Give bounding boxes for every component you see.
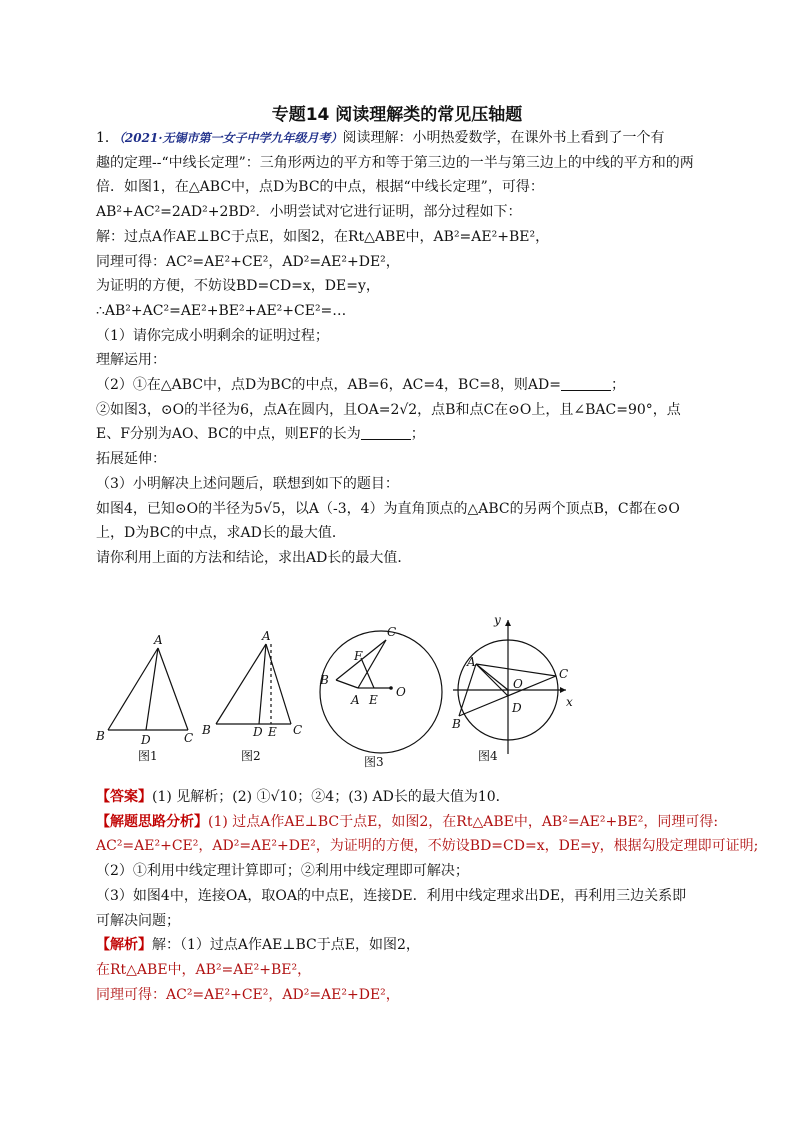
problem-line: ②如图3，⊙O的半径为6，点A在圆内，且OA=2√2，点B和点C在⊙O上，且∠BAC=90°，点	[96, 401, 681, 418]
fig2-caption: 图2	[241, 749, 261, 763]
fig1-label: A	[154, 633, 163, 647]
figure-4	[453, 620, 569, 754]
fig1-label: C	[184, 731, 194, 745]
problem-line: （1）请你完成小明剩余的证明过程；	[96, 327, 329, 344]
problem-line-blank-2	[96, 422, 706, 447]
answer-blank[interactable]	[561, 376, 611, 391]
fig4-label: y	[494, 613, 501, 627]
solution-line: 在Rt△ABE中，AB²=AE²+BE²，	[96, 961, 312, 978]
problem-text: （2）①在△ABC中，点D为BC的中点，AB=6，AC=4，BC=8，则AD=	[96, 377, 561, 394]
problem-line: 请你利用上面的方法和结论，求出AD长的最大值．	[96, 549, 412, 566]
analysis-line: （3）如图4中，连接OA，取OA的中点E，连接DE．利用中线定理求出DE，再利用三边关系即	[96, 887, 687, 904]
analysis-text: (1) 过点A作AE⊥BC于点E，如图2，在Rt△ABE中，AB²=AE²+BE²，同理可得:	[208, 813, 719, 830]
x-axis-arrow	[560, 687, 566, 693]
answer-section	[96, 785, 759, 1007]
problem-line: 倍．如图1，在△ABC中，点D为BC的中点，根据“中线长定理”，可得：	[96, 179, 544, 196]
y-axis-arrow	[505, 620, 511, 626]
problem-line: AB²+AC²=2AD²+2BD²．小明尝试对它进行证明，部分过程如下：	[96, 204, 522, 221]
analysis-line: （2）①利用中线定理计算即可；②利用中线定理即可解决；	[96, 863, 469, 880]
problem-text: E、F分别为AO、BC的中点，则EF的长为	[96, 426, 361, 443]
fig3-label: E	[369, 693, 378, 707]
fig3-label: O	[396, 685, 406, 699]
fig3-label: F	[354, 649, 363, 663]
analysis-tag: 【解题思路分析】	[96, 813, 208, 830]
analysis-line: AC²=AE²+CE²，AD²=AE²+DE²，为证明的方便，不妨设BD=CD=x，DE=y，根据勾股定理即可证明;	[96, 838, 759, 855]
problem-line-blank-1	[96, 373, 706, 398]
fig1-label: D	[141, 733, 151, 747]
fig2-label: A	[262, 629, 271, 643]
solution-tag: 【解析】	[96, 937, 152, 954]
problem-line: 为证明的方便，不妨设BD=CD=x，DE=y，	[96, 278, 380, 295]
fig3-label: A	[351, 693, 360, 707]
fig3-label: C	[387, 625, 397, 639]
fig3-caption: 图3	[364, 755, 384, 769]
problem-line: 同理可得：AC²=AE²+CE²，AD²=AE²+DE²，	[96, 253, 400, 270]
fig4-label: x	[566, 695, 573, 709]
answer-text: (1) 见解析；(2) ①√10；②4；(3) AD长的最大值为10．	[152, 789, 510, 805]
fig2-label: E	[268, 725, 277, 739]
blank-suffix: ；	[611, 377, 625, 394]
figure-1	[108, 648, 188, 730]
answer-blank[interactable]	[361, 425, 411, 440]
blank-suffix: ；	[410, 426, 425, 443]
solution-line-1	[96, 933, 706, 958]
fig4-label: A	[467, 655, 476, 669]
figure-2	[216, 644, 291, 724]
problem-line: （3）小明解决上述问题后，联想到如下的题目：	[96, 475, 399, 492]
solution-line: 同理可得：AC²=AE²+CE²，AD²=AE²+DE²，	[96, 986, 400, 1003]
problem-text: 阅读理解：小明热爱数学，在课外书上看到了一个有	[342, 130, 665, 146]
fig2-label: C	[293, 723, 303, 737]
page-title: 专题14 阅读理解类的常见压轴题	[271, 105, 523, 125]
fig4-label: O	[513, 677, 523, 691]
problem-body	[96, 126, 706, 571]
figures-row	[96, 608, 706, 778]
problem-line-1	[96, 126, 706, 151]
analysis-line: 可解决问题；	[96, 912, 180, 929]
figure-3	[320, 631, 442, 753]
solution-text: 解：（1）过点A作AE⊥BC于点E，如图2，	[152, 937, 420, 954]
problem-line: 如图4，已知⊙O的半径为5√5，以A（-3，4）为直角顶点的△ABC的另两个顶点B，C都在⊙O	[96, 500, 680, 517]
analysis-line-1	[96, 810, 719, 835]
problem-source: （2021·无锡市第一女子中学九年级月考）	[118, 131, 343, 145]
fig1-caption: 图1	[138, 749, 158, 763]
fig4-caption: 图4	[478, 749, 498, 763]
problem-number: 1．	[96, 130, 119, 146]
fig4-label: C	[559, 667, 569, 681]
problem-line: 理解运用：	[96, 352, 166, 369]
fig2-label: B	[202, 723, 211, 737]
answer-line	[96, 785, 706, 810]
answer-tag: 【答案】	[96, 789, 152, 805]
figures-svg	[96, 608, 706, 778]
problem-line: ∴AB²+AC²=AE²+BE²+AE²+CE²=…	[96, 302, 347, 319]
fig2-label: D	[253, 725, 263, 739]
fig1-label: B	[96, 729, 105, 743]
problem-line: 解：过点A作AE⊥BC于点E，如图2，在Rt△ABE中，AB²=AE²+BE²，	[96, 228, 550, 245]
fig3-label: B	[320, 673, 329, 687]
center-point	[389, 686, 393, 690]
fig4-label: D	[512, 701, 522, 715]
problem-line: 上，D为BC的中点，求AD长的最大值．	[96, 525, 346, 542]
problem-line: 趣的定理--“中线长定理”：三角形两边的平方和等于第三边的一半与第三边上的中线的平方和的两	[96, 154, 694, 171]
problem-line: 拓展延伸：	[96, 451, 166, 468]
fig4-label: B	[452, 717, 461, 731]
